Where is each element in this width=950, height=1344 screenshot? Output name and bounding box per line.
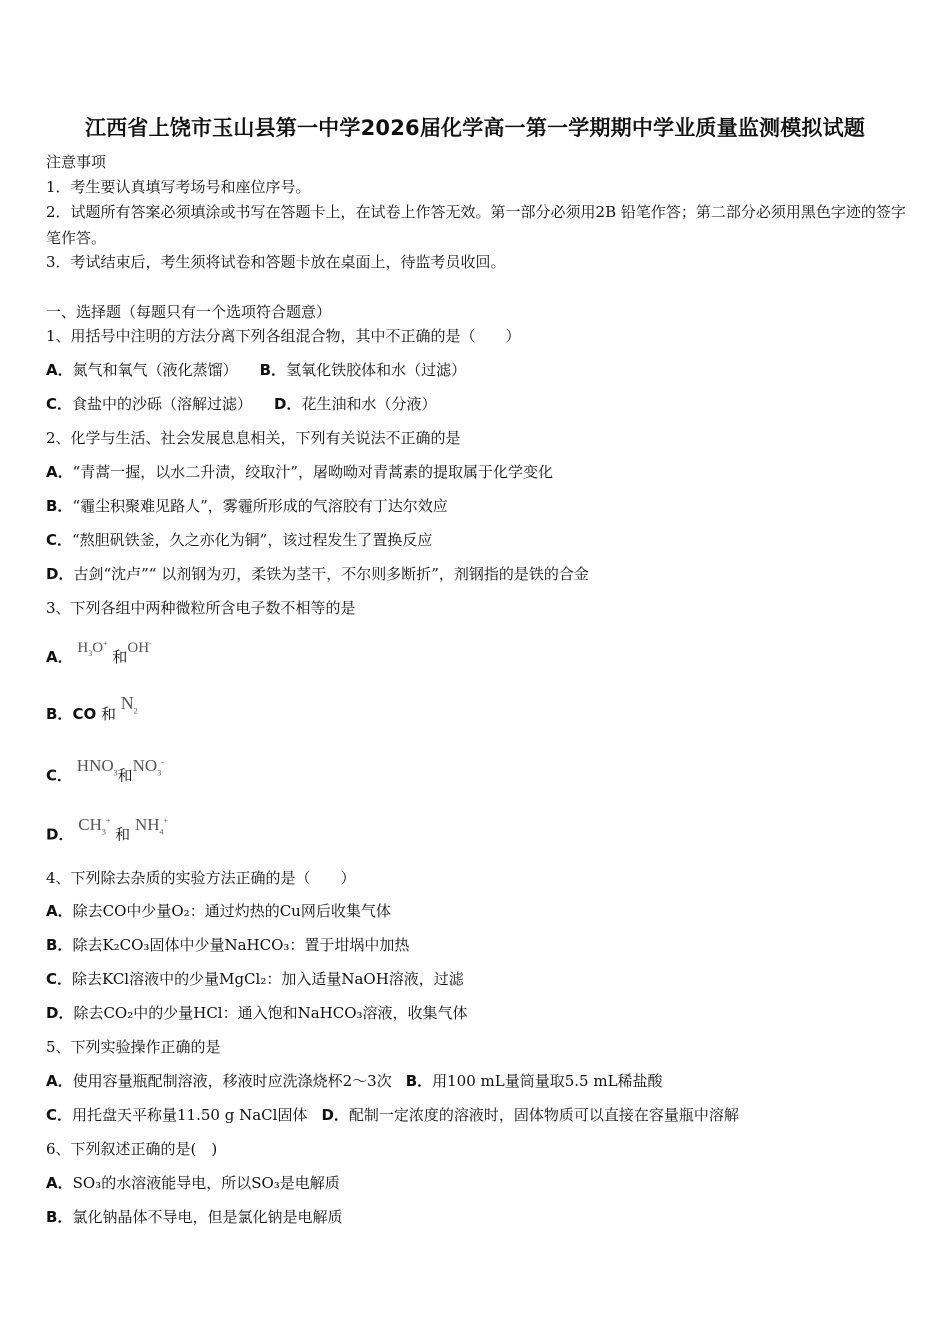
- q2-option-c: “熬胆矾铁釜，久之亦化为铜”，该过程发生了置换反应: [72, 531, 433, 549]
- and-word: 和: [115, 825, 131, 844]
- q3-b-prefix: CO: [72, 705, 97, 723]
- notice-item-3: 3．考试结束后，考生须将试卷和答题卡放在桌面上，待监考员收回。: [46, 253, 506, 271]
- option-label: D．: [274, 395, 302, 413]
- and-word: 和: [112, 648, 128, 666]
- q6-option-a: SO₃的水溶液能导电，所以SO₃是电解质: [72, 1174, 340, 1192]
- q2-stem: 2、化学与生活、社会发展息息相关，下列有关说法不正确的是: [46, 429, 461, 447]
- q4-stem: 4、下列除去杂质的实验方法正确的是（ ）: [46, 869, 356, 887]
- q6-option-a-row: [46, 1173, 340, 1193]
- q5-options-ab: [46, 1071, 663, 1091]
- option-label: A．: [46, 902, 73, 920]
- q1-stem: 1、用括号中注明的方法分离下列各组混合物，其中不正确的是（ ）: [46, 327, 521, 345]
- q4-option-b-row: [46, 935, 409, 955]
- q5-option-c: 用托盘天平称量11.50 g NaCl固体: [72, 1106, 308, 1124]
- q3-d-formula-1: $CH_3^+$: [78, 814, 111, 837]
- exam-title: 江西省上饶市玉山县第一中学2026届化学高一第一学期期中学业质量监测模拟试题: [84, 116, 866, 140]
- q6-option-b-row: [46, 1207, 342, 1227]
- option-label: A．: [46, 1174, 73, 1192]
- option-label: A．: [46, 463, 73, 481]
- q1-option-b: 氢氧化铁胶体和水（过滤）: [286, 361, 467, 379]
- option-label: D．: [46, 1004, 74, 1022]
- q2-option-c-row: [46, 530, 432, 550]
- option-label: C．: [46, 1106, 73, 1124]
- q4-option-b: 除去K₂CO₃固体中少量NaHCO₃：置于坩埚中加热: [72, 936, 410, 954]
- q1-option-d: 花生油和水（分液）: [301, 395, 437, 413]
- option-label: B．: [46, 705, 73, 723]
- q3-stem: 3、下列各组中两种微粒所含电子数不相等的是: [46, 599, 356, 617]
- q4-option-d: 除去CO₂中的少量HCl：通入饱和NaHCO₃溶液，收集气体: [73, 1004, 468, 1022]
- q1-option-a: 氮气和氧气（液化蒸馏）: [72, 361, 238, 379]
- q6-option-b: 氯化钠晶体不导电，但是氯化钠是电解质: [72, 1208, 343, 1226]
- q2-option-d: 古剑“沈卢”“ 以剂钢为刃，柔铁为茎干，不尔则多断折”，剂钢指的是铁的合金: [73, 565, 589, 583]
- q1-options-cd: [46, 394, 437, 414]
- q3-c-formula-2: $NO_3^-$: [132, 755, 164, 778]
- option-label: B．: [46, 497, 73, 515]
- q3-d-formula-2: $NH_4^+$: [134, 814, 169, 837]
- q4-option-d-row: [46, 1003, 468, 1023]
- q3-a-formula-2: OH-: [127, 639, 152, 656]
- q2-option-a: “青蒿一握，以水二升渍，绞取汁”，屠呦呦对青蒿素的提取属于化学变化: [72, 463, 553, 481]
- option-label: A．: [46, 648, 73, 666]
- option-label: C．: [46, 766, 73, 785]
- option-label: D．: [321, 1106, 349, 1124]
- q2-option-b-row: [46, 496, 448, 516]
- q2-option-b: “霾尘积聚难见路人”，雾霾所形成的气溶胶有丁达尔效应: [72, 497, 448, 515]
- q4-option-a-row: [46, 901, 391, 921]
- option-label: B．: [259, 361, 287, 379]
- q1-options-ab: [46, 360, 466, 380]
- q2-option-d-row: [46, 564, 589, 584]
- q3-a-formula-1: $H_3O^+$: [77, 639, 108, 658]
- q2-option-a-row: [46, 462, 553, 482]
- q4-option-c-row: [46, 969, 464, 989]
- option-label: D．: [46, 825, 74, 844]
- notice-heading: 注意事项: [46, 153, 107, 171]
- q5-options-cd: [46, 1105, 739, 1125]
- option-label: B．: [405, 1072, 433, 1090]
- q5-option-b: 用100 mL量筒量取5.5 mL稀盐酸: [432, 1072, 663, 1090]
- section-heading: 一、选择题（每题只有一个选项符合题意）: [46, 303, 332, 321]
- q3-option-d-row: [46, 814, 169, 852]
- q4-option-a: 除去CO中少量O₂：通过灼热的Cu网后收集气体: [72, 902, 391, 920]
- q3-option-b-row: [46, 693, 138, 732]
- q6-stem: 6、下列叙述正确的是( ): [46, 1140, 218, 1158]
- notice-item-1: 1．考生要认真填写考场号和座位序号。: [46, 178, 311, 196]
- q1-option-c: 食盐中的沙砾（溶解过滤）: [72, 395, 253, 413]
- option-label: B．: [46, 1208, 73, 1226]
- option-label: D．: [46, 565, 74, 583]
- q5-stem: 5、下列实验操作正确的是: [46, 1038, 221, 1056]
- and-word: 和: [117, 766, 133, 785]
- notice-item-2: 2．试题所有答案必须填涂或书写在答题卡上，在试卷上作答无效。第一部分必须用2B 铅笔作答；第二部分必须用黑色字迹的签字笔作答。: [46, 203, 906, 247]
- q5-option-a: 使用容量瓶配制溶液，移液时应洗涤烧杯2～3次: [72, 1072, 392, 1090]
- option-label: C．: [46, 531, 73, 549]
- option-label: A．: [46, 361, 73, 379]
- option-label: C．: [46, 395, 73, 413]
- q3-c-formula-1: $HNO_3$: [76, 755, 118, 778]
- q4-option-c: 除去KCl溶液中的少量MgCl₂：加入适量NaOH溶液，过滤: [72, 970, 464, 988]
- q3-option-a-row: [46, 639, 152, 674]
- option-label: A．: [46, 1072, 73, 1090]
- q3-option-c-row: [46, 755, 164, 793]
- and-word: 和: [100, 705, 116, 723]
- option-label: C．: [46, 970, 73, 988]
- q5-option-d: 配制一定浓度的溶液时，固体物质可以直接在容量瓶中溶解: [348, 1106, 739, 1124]
- q3-b-formula-2: $N_2$: [120, 693, 138, 716]
- option-label: B．: [46, 936, 73, 954]
